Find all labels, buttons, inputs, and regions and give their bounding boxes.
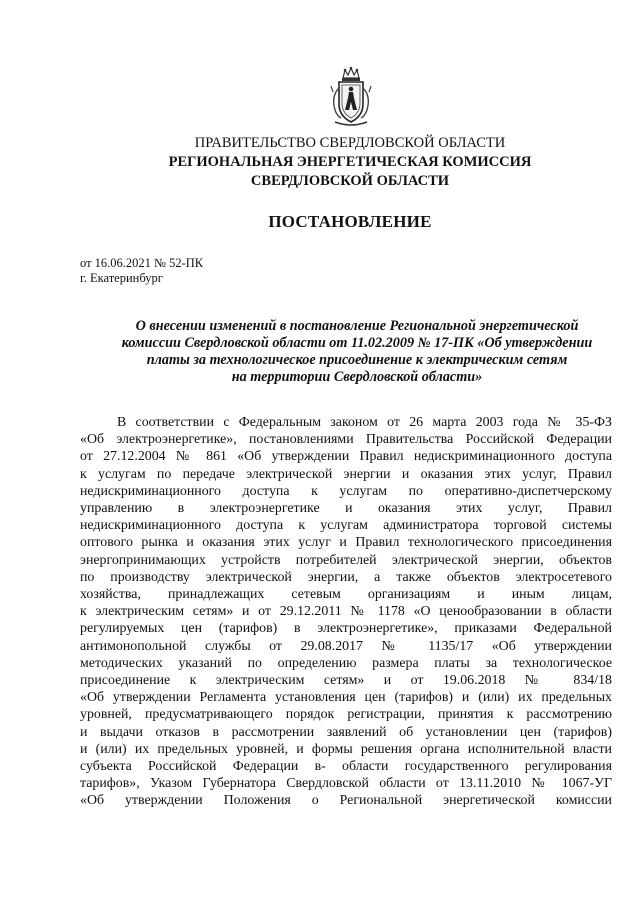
body-line: к услугам по передаче электрической энергии и оказания этих услуг, Правил [80, 466, 612, 482]
body-line: от 27.12.2004 № 861 «Об утверждении Правил недискриминационного доступа [80, 449, 612, 465]
body-line: уровней, предусматривающего порядок регистрации, принятия к рассмотрению [80, 707, 612, 723]
body-line: недискриминационного доступа к услугам по оперативно-диспетчерскому [80, 483, 612, 499]
document-subject [96, 318, 618, 386]
body-line: управлению в электроэнергетике и оказания этих услуг, Правил [80, 501, 612, 517]
body-line: регулируемых цен (тарифов) в электроэнергетике», приказами Федеральной [80, 621, 612, 637]
body-line: оптового рынка и оказания этих услуг и Правил технологического присоединения [80, 535, 612, 551]
commission-title: РЕГИОНАЛЬНАЯ ЭНЕРГЕТИЧЕСКАЯ КОМИССИЯ [168, 154, 532, 170]
coat-of-arms-icon [327, 66, 375, 128]
body-line: присоединение к электрическим сетям» и от 19.06.2018 № 834/18 [80, 673, 612, 689]
body-line: и выдачи отказов в рассмотрении заявлений об установлении цен (тарифов) [80, 724, 612, 740]
government-title: ПРАВИТЕЛЬСТВО СВЕРДЛОВСКОЙ ОБЛАСТИ [194, 135, 506, 151]
body-line: и (или) их предельных уровней, и формы решения органа исполнительной власти [80, 741, 612, 757]
document-type-heading: ПОСТАНОВЛЕНИЕ [268, 212, 432, 231]
body-line: «Об электроэнергетике», постановлениями Правительства Российской Федерации [80, 432, 612, 448]
subject-line: комиссии Свердловской области от 11.02.2009 № 17-ПК «Об утверждении [121, 335, 593, 351]
body-line: методических указаний по определению размера платы за технологическое [80, 655, 612, 671]
body-line: энергопринимающих устройств потребителей электрической энергии, объектов [80, 552, 612, 568]
subject-line: на территории Свердловской области» [231, 369, 483, 385]
body-line: антимонопольной службы от 29.08.2017 № 1135/17 «Об утверждении [80, 638, 612, 654]
body-line: «Об утверждении Регламента установления цен (тарифов) и (или) их предельных [80, 690, 612, 706]
body-line: недискриминационного доступа к услугам администратора торговой системы [80, 518, 612, 534]
body-line: «Об утверждении Положения о Региональной энергетической комиссии [80, 793, 612, 809]
body-line: хозяйства, принадлежащих сетевым организациям и иным лицам, [80, 587, 612, 603]
body-line: к электрическим сетям» и от 29.12.2011 № 1178 «О ценообразовании в области [80, 604, 612, 620]
document-city: г. Екатеринбург [80, 271, 163, 285]
body-line: по производству электрической энергии, а также объектов электросетевого [80, 569, 612, 585]
document-body [80, 414, 612, 810]
commission-region: СВЕРДЛОВСКОЙ ОБЛАСТИ [250, 173, 450, 189]
subject-line: платы за технологическое присоединение к электрическим сетям [146, 352, 568, 368]
body-line: тарифов», Указом Губернатора Свердловской области от 13.11.2010 № 1067-УГ [80, 776, 612, 792]
document-date-number: от 16.06.2021 № 52-ПК [80, 256, 204, 270]
body-line: В соответствии с Федеральным законом от 26 марта 2003 года № 35-ФЗ [117, 415, 612, 430]
body-line: субъекта Российской Федерации в- области государственного регулирования [80, 759, 612, 775]
subject-line: О внесении изменений в постановление Региональной энергетической [135, 318, 579, 334]
